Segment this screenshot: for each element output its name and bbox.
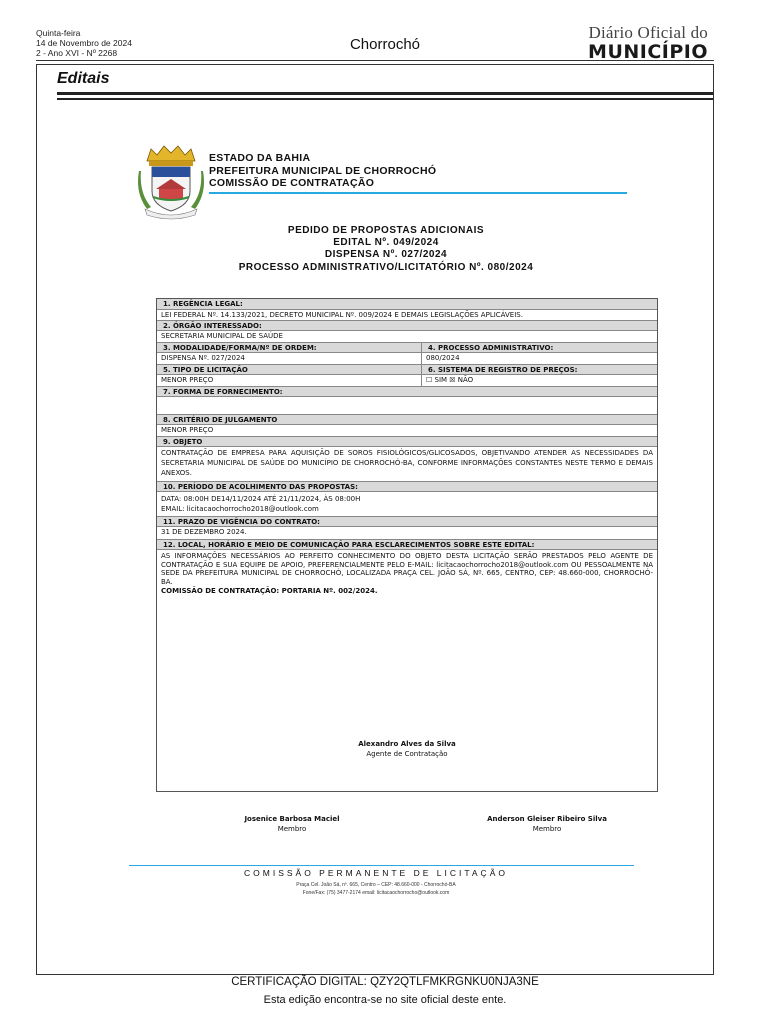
row-3-label: 3. MODALIDADE/FORMA/Nº DE ORDEM: [157,342,421,353]
logo-line-2: MUNICÍPIO [588,41,708,63]
section-title: Editais [57,70,110,87]
row-6-label: 6. SISTEMA DE REGISTRO DE PREÇOS: [422,364,657,375]
row-9 [157,436,657,478]
logo-line-1: Diário Oficial do [588,23,708,42]
row-3-cell [157,342,421,363]
row-8-value: MENOR PREÇO [161,426,214,434]
signature-member-1 [197,814,387,834]
row-12-value: AS INFORMAÇÕES NECESSÁRIOS AO PERFEITO CONHECIMENTO DO OBJETO DESTA LICITAÇÃO SERÃO PRESTADOS PELO AGENTE DE CONTRATAÇÃO E SUA EQUIPE DE APOIO, PREFERENCIALMENTE PELO E-MAIL: licitacaochorrocho2018@outlook.com OU PESSOALMENTE NA SEDE DA PREFEITURA MUNICIPAL DE CHORROCHÓ, LOCALIZADA PRAÇA CEL. JOÃO SÁ, Nº. 665, CENTRO, CEP: 48.660-000, CHORROCHÓ-BA. [161,552,653,586]
row-10-email: EMAIL: licitacaochorrocho2018@outlook.com [161,505,319,513]
edital-number: EDITAL Nº. 049/2024 [333,237,439,249]
member-2-name: Anderson Gleiser Ribeiro Silva [487,815,607,823]
prefecture-name: PREFEITURA MUNICIPAL DE CHORROCHÓ [209,164,437,177]
edital-table [156,298,658,833]
newspaper-logo [588,24,708,62]
row-8-label: 8. CRITÉRIO DE JULGAMENTO [157,414,657,425]
row-8 [157,414,657,435]
row-10 [157,481,657,514]
row-1-label: 1. REGÊNCIA LEGAL: [157,299,657,310]
row-5-cell [157,364,421,385]
header-divider [36,60,714,61]
municipality-name: Chorrochó [349,36,421,53]
section-rule-thin [57,98,713,100]
row-7-value [157,397,657,414]
row-9-label: 9. OBJETO [157,436,657,447]
footer-rule [129,865,634,866]
weekday: Quinta-feira [36,28,81,38]
signature-member-2 [447,814,647,834]
row-11 [157,516,657,537]
column-divider [421,342,422,386]
signature-agent [307,739,507,759]
row-9-value: CONTRATAÇÃO DE EMPRESA PARA AQUISIÇÃO DE SOROS FISIOLÓGICOS/GLICOSADOS, OBJETIVANDO ATENDER AS NECESSIDADES DA SECRETARIA MUNICIPAL DE SAÚDE DO MUNICÍPIO DE CHORROCHÓ-BA, CONFORME INFORMAÇÕES CONSTANTES NESTE TERMO E DEMAIS ANEXOS. [161,449,653,477]
state-name: ESTADO DA BAHIA [209,152,311,164]
row-2-value: SECRETARIA MUNICIPAL DE SAÚDE [161,332,283,340]
agent-role: Agente de Contratação [366,750,448,758]
footer-address-line: Praça Cel. João Sá, nº. 665, Centro – CEP: 48.660-000 - Chorrochó-BA [296,882,456,888]
doc-title: PEDIDO DE PROPOSTAS ADICIONAIS [287,225,485,236]
row-11-value: 31 DE DEZEMBRO 2024. [161,528,247,536]
row-3-value: DISPENSA Nº. 027/2024 [161,354,245,362]
row-10-label: 10. PERÍODO DE ACOLHIMENTO DAS PROPOSTAS: [157,481,657,492]
row-5-value: MENOR PREÇO [161,376,214,384]
dispensa-number: DISPENSA Nº. 027/2024 [324,249,448,261]
coat-of-arms-icon [137,143,205,221]
footer-contact-line: Fone/Fax: (75) 3477-2174 email: licitacaochorrocho@outlook.com [302,890,450,896]
row-4-value: 080/2024 [426,354,460,362]
process-number: PROCESSO ADMINISTRATIVO/LICITATÓRIO Nº. 080/2024 [238,261,534,273]
edition-number: 2 - Ano XVI - Nº 2268 [36,48,118,58]
member-1-role: Membro [277,825,307,833]
row-6-value: ☐ SIM ☒ NÃO [426,376,474,384]
org-underline [209,192,627,194]
row-5-label: 5. TIPO DE LICITAÇÃO [157,364,421,375]
row-1-value: LEI FEDERAL Nº. 14.133/2021, DECRETO MUNICIPAL Nº. 009/2024 E DEMAIS LEGISLAÇÕES APLICÁVEIS. [161,311,523,319]
row-6-cell [422,364,657,385]
agent-name: Alexandro Alves da Silva [358,740,456,748]
digital-certification: CERTIFICAÇÃO DIGITAL: QZY2QTLFMKRGNKU0NJA3NE [231,976,539,988]
member-1-name: Josenice Barbosa Maciel [244,815,340,823]
row-12-label: 12. LOCAL, HORÁRIO E MEIO DE COMUNICAÇÃO PARA ESCLARECIMENTOS SOBRE ESTE EDITAL: [157,539,657,550]
row-2-label: 2. ÓRGÃO INTERESSADO: [157,320,657,331]
official-site-note: Esta edição encontra-se no site oficial deste ente. [263,994,507,1006]
row-7 [157,386,657,414]
commission-name: COMISSÃO DE CONTRATAÇÃO [209,177,375,189]
row-2 [157,320,657,341]
row-4-cell [422,342,657,363]
commission-portaria: COMISSÃO DE CONTRATAÇÃO: PORTARIA Nº. 002/2024. [161,587,378,596]
row-12 [157,539,657,596]
row-1 [157,299,657,320]
footer-address [37,881,715,897]
row-7-label: 7. FORMA DE FORNECIMENTO: [157,386,657,397]
row-11-label: 11. PRAZO DE VIGÊNCIA DO CONTRATO: [157,516,657,527]
row-4-label: 4. PROCESSO ADMINISTRATIVO: [422,342,657,353]
section-rule-thick [57,92,713,95]
row-10-date: DATA: 08:00H DE14/11/2024 ATÉ 21/11/2024, ÀS 08:00H [161,495,361,503]
member-2-role: Membro [532,825,562,833]
page-frame [36,64,714,975]
document-titles [37,225,735,274]
publication-date: 14 de Novembro de 2024 [36,38,132,48]
row-3-4 [157,342,657,386]
organization-header [209,152,436,190]
footer-title: COMISSÃO PERMANENTE DE LICITAÇÃO [244,868,508,878]
